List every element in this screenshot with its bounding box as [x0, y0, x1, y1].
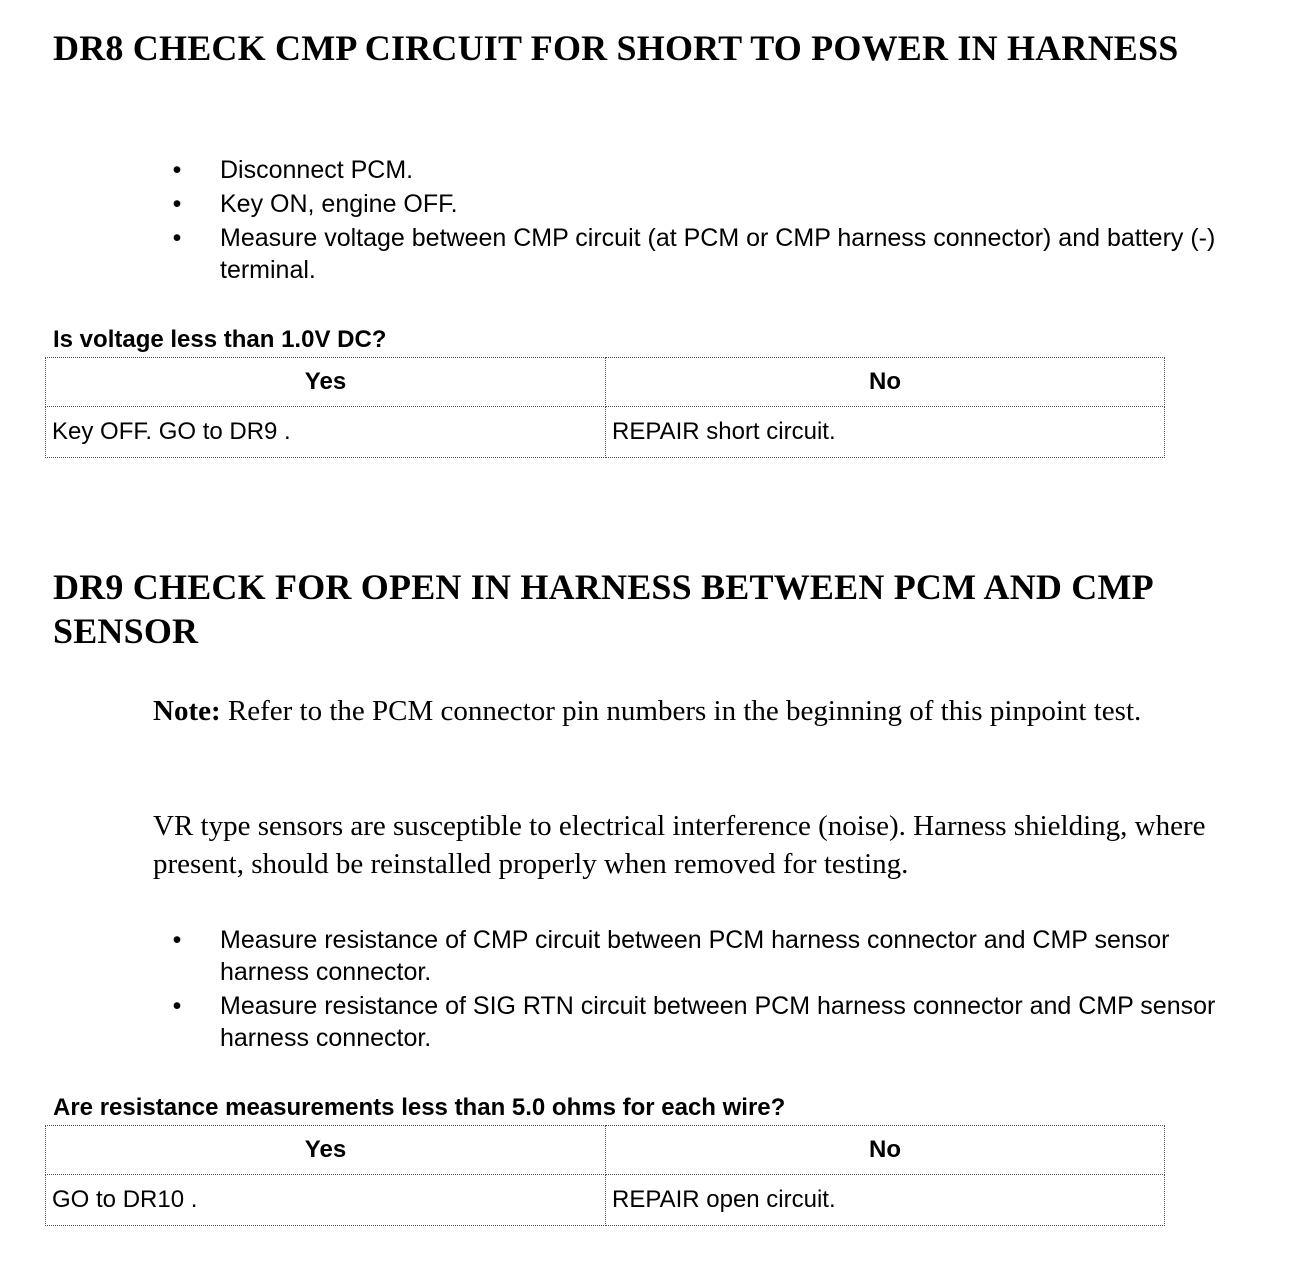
dr9-note-paragraph: VR type sensors are susceptible to electrical interference (noise). Harness shielding, where present, should be reinstalled properly when removed for testing.: [153, 810, 1206, 880]
step-text: Measure resistance of CMP circuit between PCM harness connector and CMP sensor harness connector.: [220, 926, 1170, 986]
yes-header: Yes: [46, 358, 606, 407]
dr9-question: Are resistance measurements less than 5.0 ohms for each wire?: [53, 1094, 786, 1121]
step-text: Key ON, engine OFF.: [220, 190, 458, 218]
yes-action-link[interactable]: Key OFF. GO to DR9 .: [46, 407, 606, 458]
table-row: [46, 1175, 1165, 1226]
note-text: Refer to the PCM connector pin numbers in the beginning of this pinpoint test.: [220, 695, 1142, 727]
bullet-icon: •: [172, 224, 182, 252]
step-text: Measure resistance of SIG RTN circuit between PCM harness connector and CMP sensor harness connector.: [220, 992, 1216, 1052]
yes-action-link[interactable]: GO to DR10 .: [46, 1175, 606, 1226]
dr9-heading: DR9 CHECK FOR OPEN IN HARNESS BETWEEN PCM AND CMP SENSOR: [53, 567, 1152, 651]
dr8-result-table: [45, 357, 1165, 458]
table-header-row: [46, 1126, 1165, 1175]
no-header: No: [606, 358, 1165, 407]
no-header: No: [606, 1126, 1165, 1175]
bullet-icon: •: [172, 926, 182, 954]
no-action: REPAIR short circuit.: [606, 407, 1165, 458]
list-item: [170, 222, 1260, 286]
dr9-result-table: [45, 1125, 1165, 1226]
table-row: [46, 407, 1165, 458]
note-label: Note:: [153, 695, 221, 727]
yes-header: Yes: [46, 1126, 606, 1175]
dr8-question: Is voltage less than 1.0V DC?: [53, 326, 387, 353]
dr9-step-list: [170, 924, 1260, 1056]
dr8-step-list: [170, 154, 1260, 288]
step-text: Measure voltage between CMP circuit (at PCM or CMP harness connector) and battery (-) terminal.: [220, 224, 1216, 284]
bullet-icon: •: [172, 190, 182, 218]
list-item: [170, 924, 1260, 988]
bullet-icon: •: [172, 992, 182, 1020]
step-text: Disconnect PCM.: [220, 156, 414, 184]
dr8-heading: DR8 CHECK CMP CIRCUIT FOR SHORT TO POWER IN HARNESS: [53, 28, 1179, 68]
dr9-note: [153, 692, 1273, 730]
no-action: REPAIR open circuit.: [606, 1175, 1165, 1226]
table-header-row: [46, 358, 1165, 407]
list-item: [170, 154, 1260, 186]
list-item: [170, 188, 1260, 220]
list-item: [170, 990, 1260, 1054]
bullet-icon: •: [172, 156, 182, 184]
